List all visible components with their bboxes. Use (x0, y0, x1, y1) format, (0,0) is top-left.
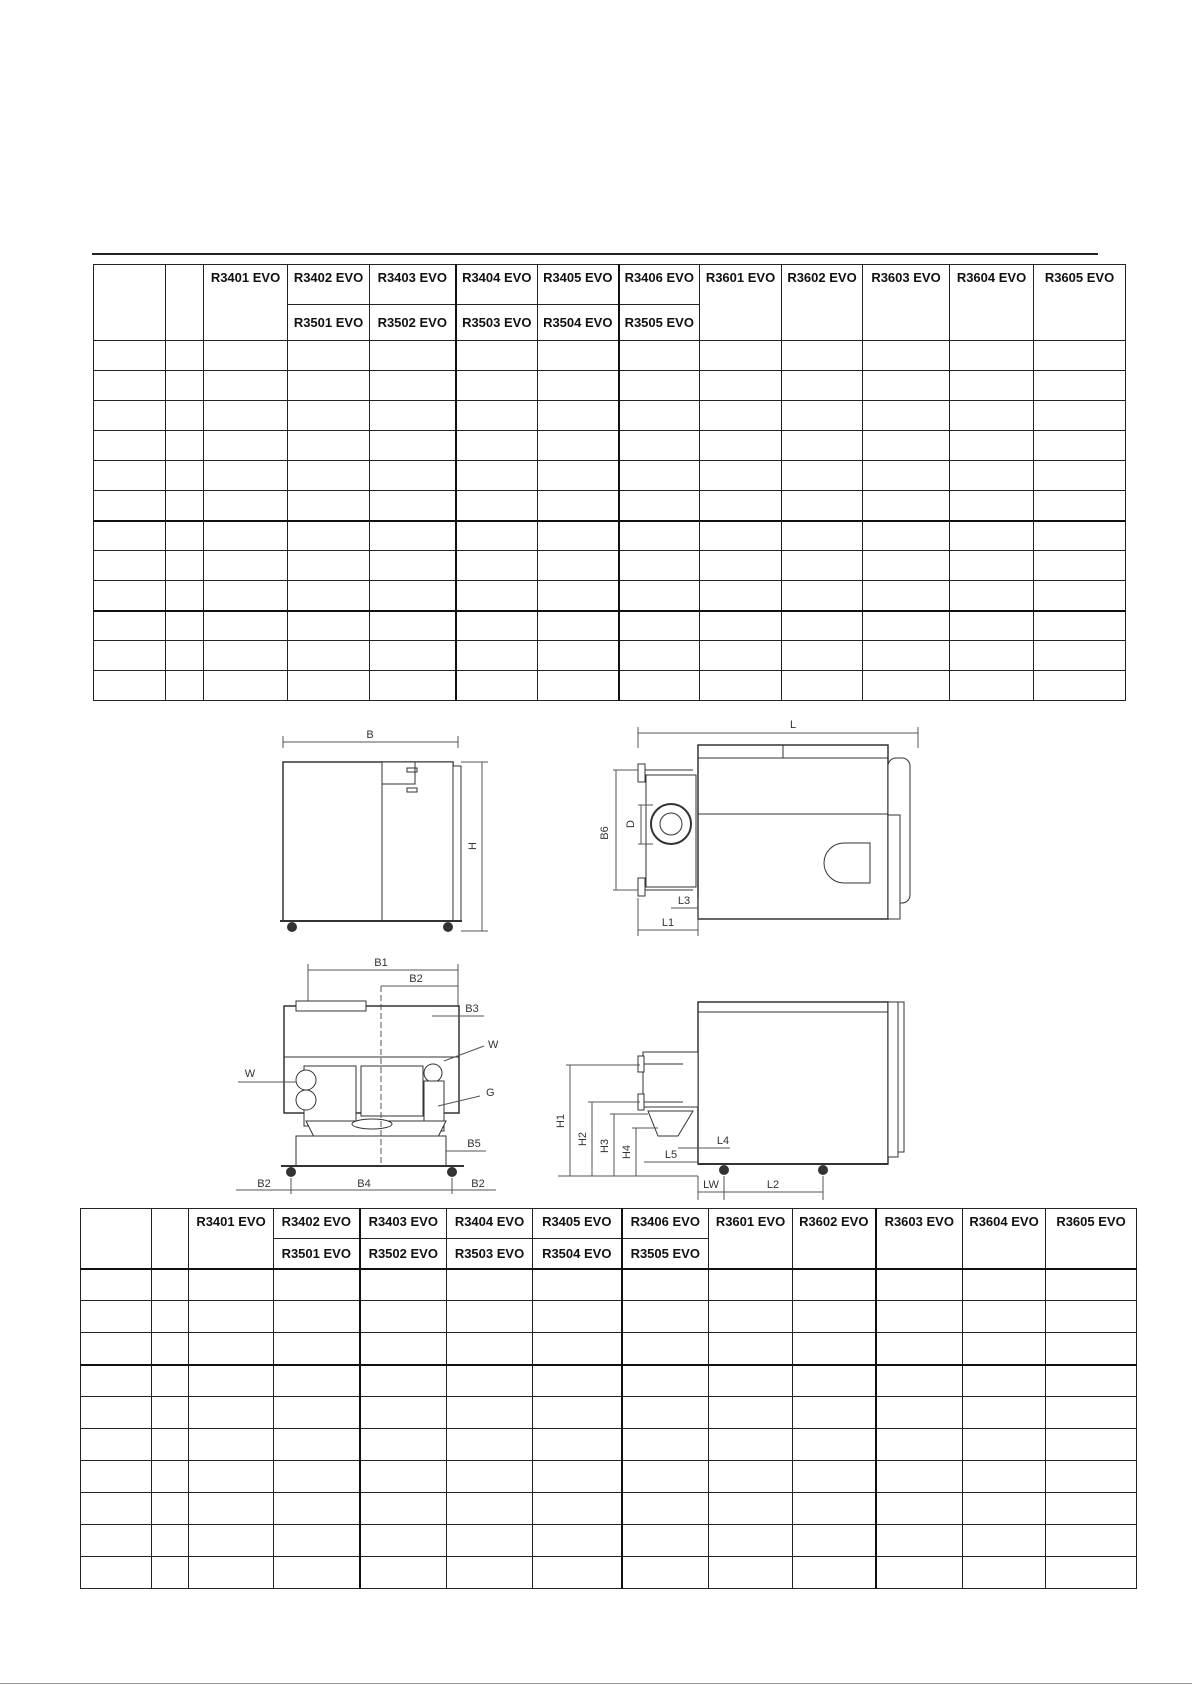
model-header: R3401 EVO (204, 265, 288, 341)
table-row (81, 1269, 1137, 1301)
section-rule (92, 253, 1098, 255)
dim-label: B2 (409, 973, 423, 985)
model-header: R3605 EVO (1046, 1209, 1137, 1269)
model-subheader: R3505 EVO (622, 1239, 709, 1269)
table-row (94, 581, 1126, 611)
rear-view-drawing (236, 956, 498, 1201)
model-header: R3401 EVO (189, 1209, 274, 1269)
table-row (81, 1461, 1137, 1493)
table-row (94, 611, 1126, 641)
side-connections-drawing (548, 996, 928, 1211)
dim-label: H1 (555, 1113, 567, 1129)
model-subheader: R3502 EVO (360, 1239, 447, 1269)
table-row (94, 431, 1126, 461)
model-header: R3404 EVO (447, 1209, 533, 1239)
dim-label: D (625, 820, 637, 828)
dim-label: B1 (374, 957, 388, 969)
dim-label: B2 (257, 1178, 271, 1190)
dim-label: W (488, 1039, 498, 1051)
side-view-drawing (598, 718, 928, 953)
model-subheader: R3501 EVO (288, 305, 370, 341)
dim-label: LW (703, 1179, 719, 1191)
table-row (94, 491, 1126, 521)
page-bottom-line (0, 1683, 1192, 1684)
dim-label: L5 (664, 1149, 678, 1161)
model-subheader: R3505 EVO (619, 305, 700, 341)
dim-label: B4 (357, 1178, 371, 1190)
table-row (81, 1365, 1137, 1397)
model-header: R3604 EVO (963, 1209, 1046, 1269)
table-row (81, 1397, 1137, 1429)
model-header: R3406 EVO (619, 265, 700, 305)
table-row (94, 551, 1126, 581)
header-param-cell (94, 265, 166, 341)
table-row (81, 1429, 1137, 1461)
table-row (94, 341, 1126, 371)
model-header: R3403 EVO (370, 265, 456, 305)
table-row (94, 371, 1126, 401)
header-unit-cell (166, 265, 204, 341)
dim-label: H (467, 842, 479, 850)
dim-label: B5 (467, 1138, 481, 1150)
model-subheader: R3503 EVO (456, 305, 538, 341)
dim-label: L3 (677, 895, 691, 907)
model-header: R3603 EVO (863, 265, 950, 341)
model-header: R3403 EVO (360, 1209, 447, 1239)
front-view-drawing (270, 726, 500, 946)
dim-label: H3 (599, 1138, 611, 1154)
model-header: R3601 EVO (700, 265, 782, 341)
dim-label: H2 (577, 1131, 589, 1147)
dim-label: L (789, 719, 797, 731)
model-header: R3604 EVO (950, 265, 1034, 341)
model-header: R3603 EVO (876, 1209, 963, 1269)
model-subheader: R3504 EVO (533, 1239, 622, 1269)
table-row (94, 521, 1126, 551)
table-row (94, 461, 1126, 491)
table-row (81, 1525, 1137, 1557)
model-header: R3404 EVO (456, 265, 538, 305)
model-subheader: R3502 EVO (370, 305, 456, 341)
model-subheader: R3503 EVO (447, 1239, 533, 1269)
model-header: R3405 EVO (533, 1209, 622, 1239)
dimensions-table-bottom (80, 1208, 1137, 1589)
model-header: R3605 EVO (1034, 265, 1126, 341)
model-header: R3601 EVO (709, 1209, 793, 1269)
dim-label: B2 (471, 1178, 485, 1190)
dim-label: G (486, 1087, 495, 1099)
dim-label: B (366, 729, 374, 741)
dimensions-table-top (93, 264, 1126, 701)
dim-label: B6 (599, 826, 611, 840)
dim-label: W (244, 1068, 256, 1080)
dim-label: B3 (465, 1003, 479, 1015)
table-row (81, 1333, 1137, 1365)
dim-label: H4 (621, 1144, 633, 1160)
model-header: R3406 EVO (622, 1209, 709, 1239)
header-unit-cell (152, 1209, 189, 1269)
table-row (81, 1493, 1137, 1525)
table-row (94, 401, 1126, 431)
dim-label: L1 (661, 917, 675, 929)
model-header: R3602 EVO (793, 1209, 876, 1269)
table-row (81, 1301, 1137, 1333)
dim-label: L2 (766, 1179, 780, 1191)
model-header: R3405 EVO (538, 265, 619, 305)
model-header: R3402 EVO (288, 265, 370, 305)
table-row (94, 671, 1126, 701)
table-row (81, 1557, 1137, 1589)
model-header: R3402 EVO (274, 1209, 360, 1239)
model-subheader: R3501 EVO (274, 1239, 360, 1269)
table-row (94, 641, 1126, 671)
model-header: R3602 EVO (782, 265, 863, 341)
dim-label: L4 (716, 1135, 730, 1147)
header-param-cell (81, 1209, 152, 1269)
model-subheader: R3504 EVO (538, 305, 619, 341)
